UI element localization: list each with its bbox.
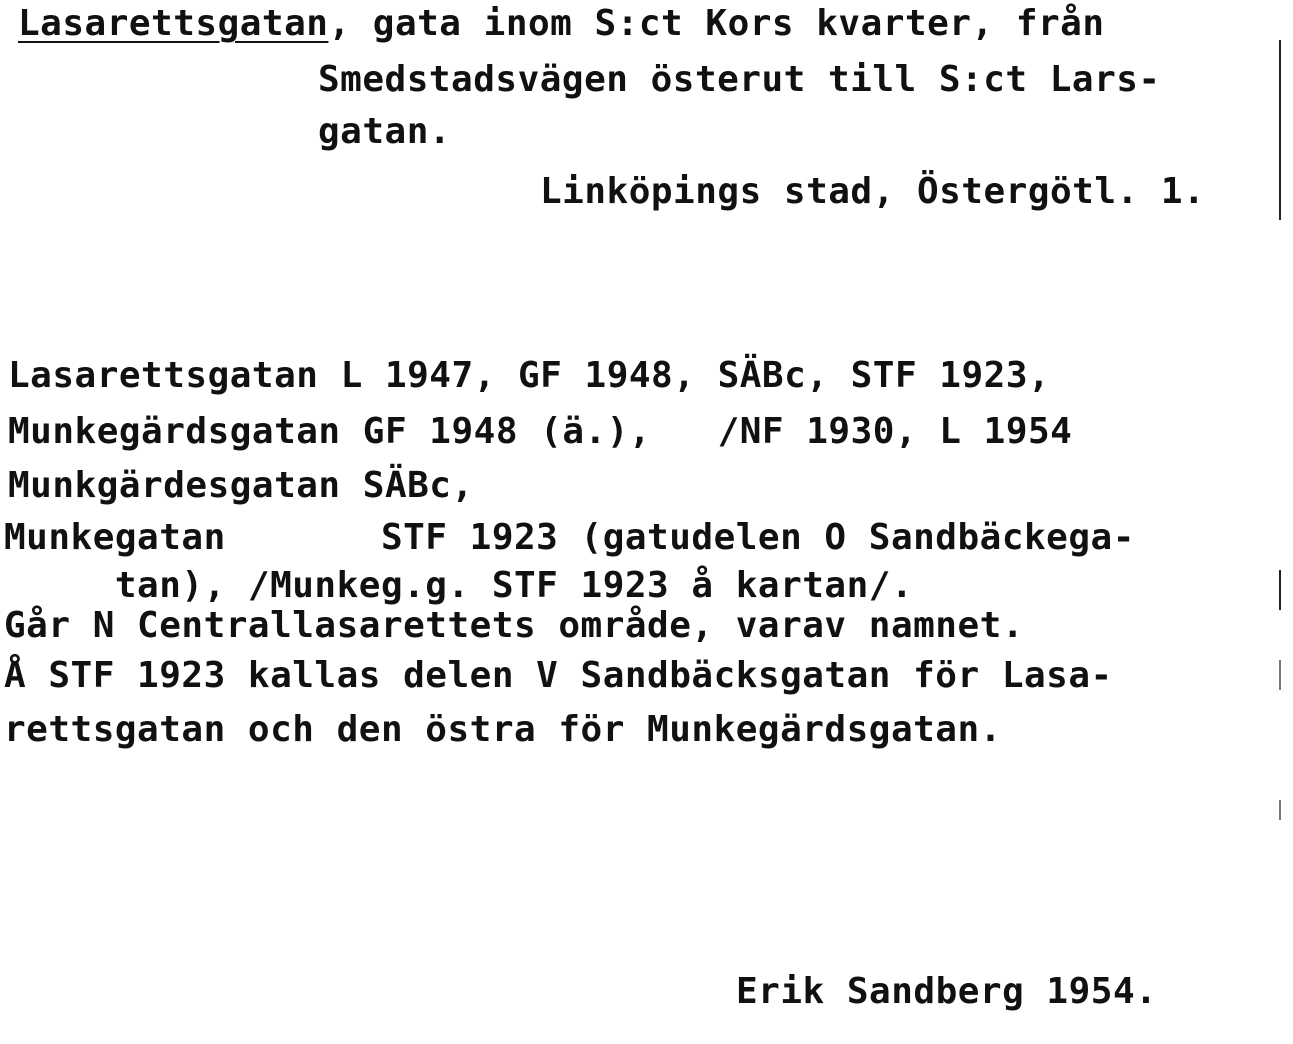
body-line-2: Munkegärdsgatan GF 1948 (ä.), /NF 1930, L 1954 <box>8 411 1073 452</box>
header-line-2: Smedstadsvägen österut till S:ct Lars- <box>318 59 1161 100</box>
headword: Lasarettsgatan <box>18 3 329 44</box>
body-line-4: Munkegatan STF 1923 (gatudelen O Sandbäckega- <box>4 517 1135 558</box>
body-line-1: Lasarettsgatan L 1947, GF 1948, SÄBc, STF 1923, <box>8 355 1051 396</box>
header-line-3: gatan. <box>318 111 452 152</box>
card-edge-mark <box>1279 800 1281 820</box>
body-line-3: Munkgärdesgatan SÄBc, <box>8 465 474 506</box>
signature: Erik Sandberg 1954. <box>736 971 1158 1012</box>
body-line-7: Å STF 1923 kallas delen V Sandbäcksgatan för Lasa- <box>4 655 1113 696</box>
card-edge-line <box>1279 40 1281 220</box>
location-line: Linköpings stad, Östergötl. 1. <box>540 171 1206 212</box>
body-line-5: tan), /Munkeg.g. STF 1923 å kartan/. <box>4 565 914 606</box>
header-line-1 <box>18 4 1105 44</box>
body-line-6: Går N Centrallasarettets område, varav namnet. <box>4 605 1024 646</box>
body-line-8: rettsgatan och den östra för Munkegärdsgatan. <box>4 709 1002 750</box>
header-line-1-rest: , gata inom S:ct Kors kvarter, från <box>328 3 1105 44</box>
card-edge-mark <box>1279 570 1281 610</box>
card-edge-mark <box>1279 660 1281 690</box>
